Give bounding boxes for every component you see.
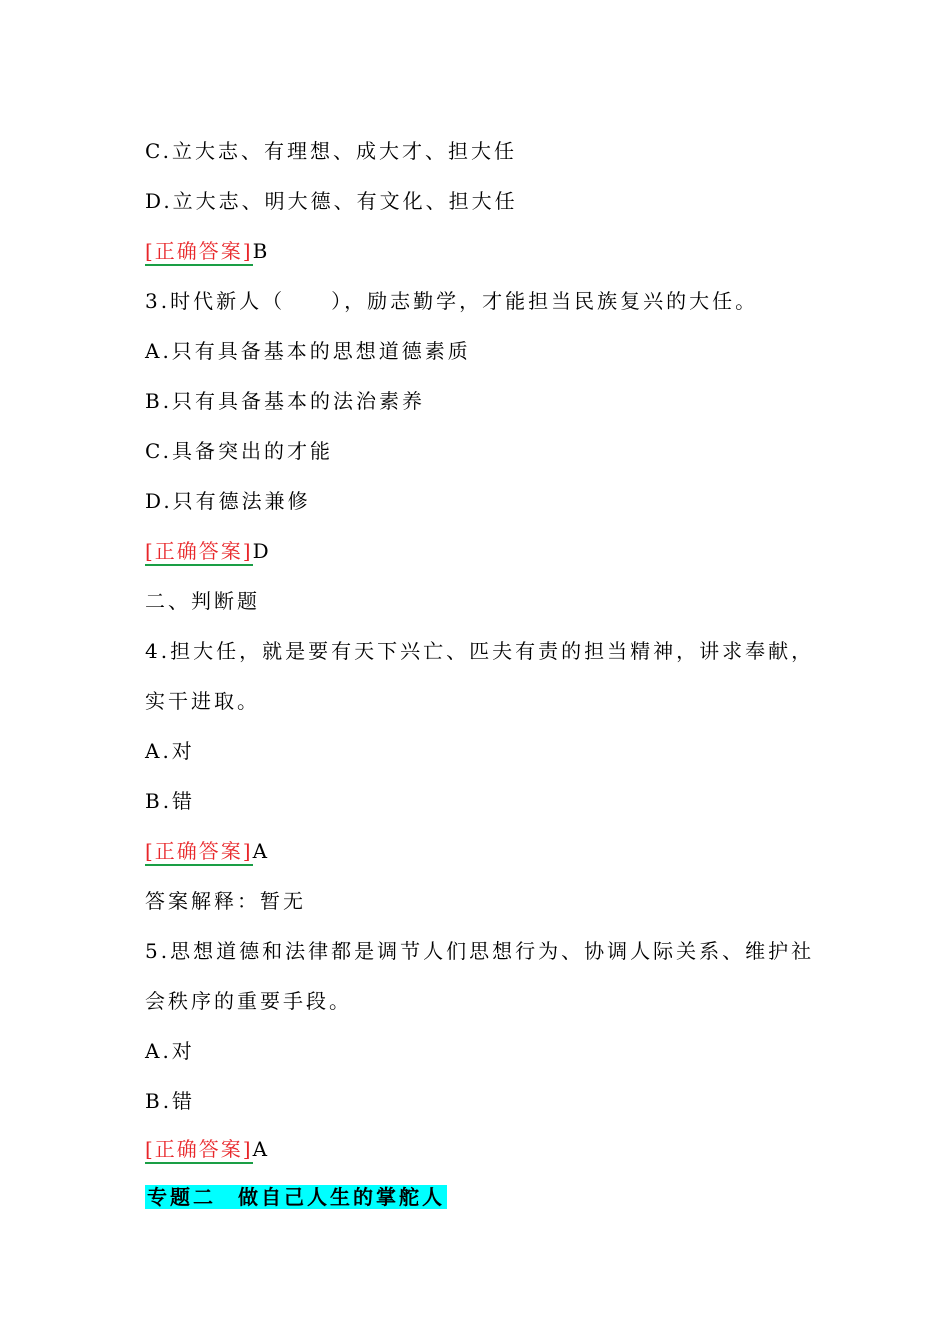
q4-answer-line	[145, 838, 267, 864]
answer-value: A	[252, 839, 268, 863]
topic-heading	[145, 1184, 447, 1210]
section-heading-judgment: 二、判断题	[145, 589, 260, 613]
q5-question-line1: 5.思想道德和法律都是调节人们思想行为、协调人际关系、维护社	[145, 939, 815, 963]
q2-answer-line	[145, 238, 267, 264]
answer-value: B	[252, 239, 268, 263]
q3-answer-line	[145, 538, 269, 564]
q4-question-line1: 4.担大任，就是要有天下兴亡、匹夫有责的担当精神，讲求奉献，	[145, 639, 815, 663]
q5-question-line2: 会秩序的重要手段。	[145, 989, 352, 1013]
q3-option-a: A.只有具备基本的思想道德素质	[145, 339, 471, 363]
answer-tag: [正确答案]	[145, 539, 253, 566]
q5-option-a: A.对	[145, 1039, 195, 1063]
topic-prefix: 专题二	[147, 1185, 216, 1209]
answer-tag: [正确答案]	[145, 1137, 253, 1164]
q3-option-b: B.只有具备基本的法治素养	[145, 389, 426, 413]
q2-option-c: C.立大志、有理想、成大才、担大任	[145, 139, 517, 163]
q5-option-b: B.错	[145, 1089, 196, 1113]
q4-question-line2: 实干进取。	[145, 689, 260, 713]
answer-tag: [正确答案]	[145, 239, 253, 266]
q2-option-d: D.立大志、明大德、有文化、担大任	[145, 189, 518, 213]
answer-tag: [正确答案]	[145, 839, 253, 866]
topic-heading-highlight	[145, 1185, 447, 1209]
q4-explanation: 答案解释：暂无	[145, 889, 306, 913]
q4-option-b: B.错	[145, 789, 196, 813]
topic-title: 做自己人生的掌舵人	[238, 1185, 445, 1209]
q4-option-a: A.对	[145, 739, 195, 763]
q3-option-c: C.具备突出的才能	[145, 439, 333, 463]
q3-option-d: D.只有德法兼修	[145, 489, 311, 513]
answer-value: D	[252, 539, 269, 563]
q5-answer-line	[145, 1136, 267, 1162]
q3-question: 3.时代新人（ ），励志勤学，才能担当民族复兴的大任。	[145, 289, 759, 313]
answer-value: A	[252, 1137, 268, 1161]
